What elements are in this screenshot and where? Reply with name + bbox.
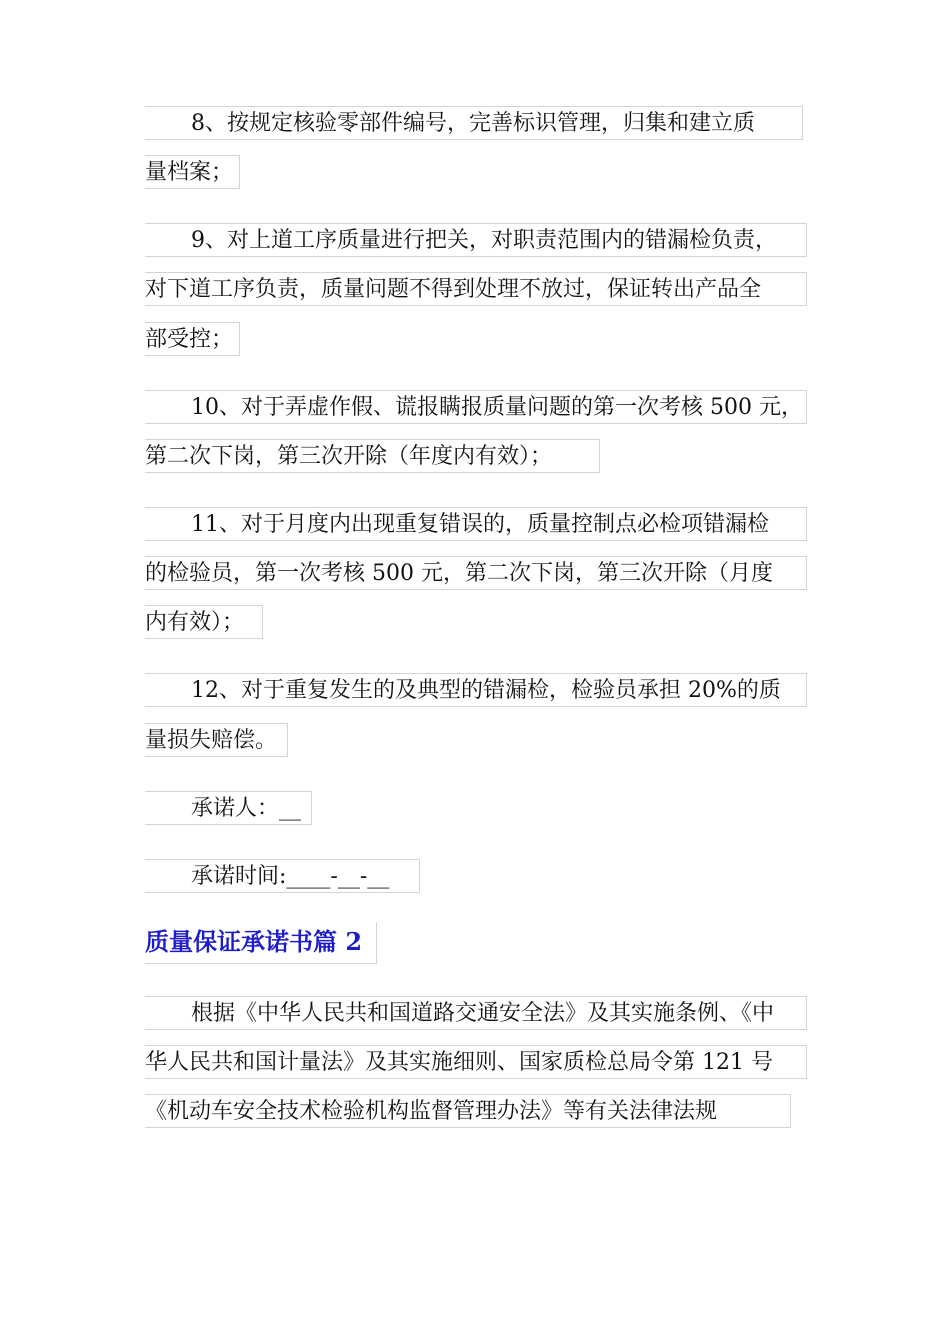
item-9-text-1: 9、对上道工序质量进行把关，对职责范围内的错漏检负责， <box>191 228 777 253</box>
item-11-line-1 <box>145 507 807 541</box>
item-10-line-2 <box>145 439 600 473</box>
section-2-line-3 <box>145 1094 791 1128</box>
item-8-text-1: 8、按规定核验零部件编号，完善标识管理，归集和建立质 <box>191 111 755 136</box>
item-11-line-2 <box>145 556 807 590</box>
section-2-text-3: 《机动车安全技术检验机构监督管理办法》等有关法律法规 <box>145 1099 718 1124</box>
item-10-text-1: 10、对于弄虚作假、谎报瞒报质量问题的第一次考核 500 元， <box>191 395 803 420</box>
item-12-text-1: 12、对于重复发生的及典型的错漏检，检验员承担 20%的质 <box>191 678 781 703</box>
item-8-text-2: 量档案； <box>145 160 234 185</box>
item-12-line-1 <box>145 673 807 707</box>
section-2-title: 质量保证承诺书篇 2 <box>145 922 377 964</box>
section-2-text-1: 根据《中华人民共和国道路交通安全法》及其实施条例、《中 <box>191 1001 775 1026</box>
section-2-line-1 <box>145 996 807 1030</box>
item-12-text-2: 量损失赔偿。 <box>145 728 278 753</box>
item-10-line-1 <box>145 390 807 424</box>
section-2-text-2: 华人民共和国计量法》及其实施细则、国家质检总局令第 121 号 <box>145 1050 773 1075</box>
item-11-text-3: 内有效）； <box>145 610 245 635</box>
promise-time-line <box>145 859 420 893</box>
item-9-text-3: 部受控； <box>145 327 234 352</box>
item-9-line-1 <box>145 223 807 257</box>
item-9-text-2: 对下道工序负责，质量问题不得到处理不放过，保证转出产品全 <box>145 277 762 302</box>
item-11-text-1: 11、对于月度内出现重复错误的，质量控制点必检项错漏检 <box>191 512 769 537</box>
promiser-line <box>145 791 312 825</box>
promiser-text: 承诺人：__ <box>191 796 302 821</box>
item-9-line-3 <box>145 322 240 356</box>
item-10-text-2: 第二次下岗，第三次开除（年度内有效）； <box>145 444 553 469</box>
item-12-line-2 <box>145 723 288 757</box>
item-8-line-1 <box>145 106 803 140</box>
item-8-line-2 <box>145 155 240 189</box>
item-11-line-3 <box>145 605 263 639</box>
item-11-text-2: 的检验员，第一次考核 500 元，第二次下岗，第三次开除（月度 <box>145 561 773 586</box>
item-9-line-2 <box>145 272 807 306</box>
section-2-line-2 <box>145 1045 807 1079</box>
promise-time-text: 承诺时间:____-__-__ <box>191 864 390 889</box>
